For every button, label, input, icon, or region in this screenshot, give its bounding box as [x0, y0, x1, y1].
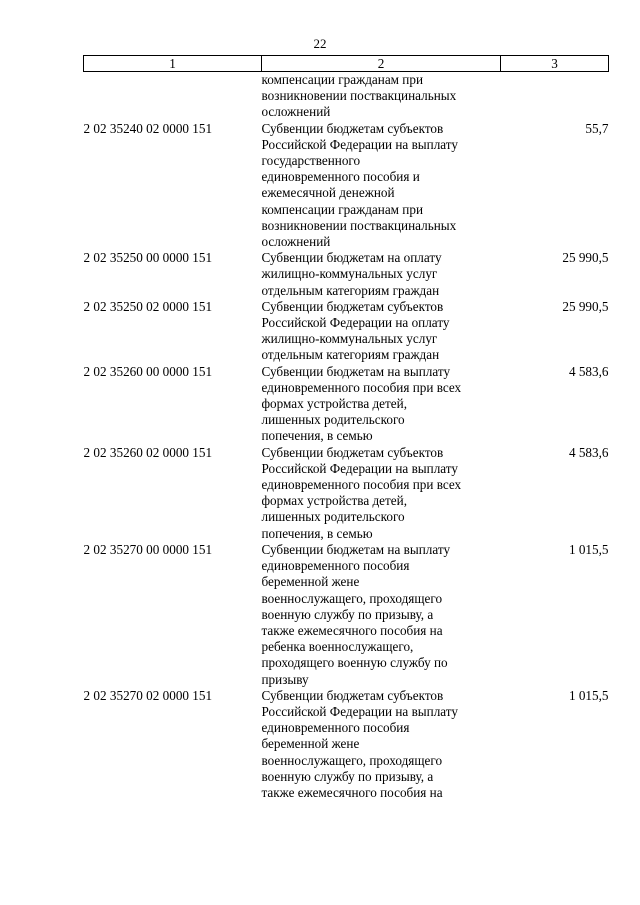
description-line: ежемесячной денежной [261, 185, 395, 201]
description-line: жилищно-коммунальных услуг [261, 266, 438, 282]
description-cell [262, 250, 501, 299]
description-line: отдельным категориям граждан [261, 282, 440, 298]
budget-code-cell: 2 02 35240 02 0000 151 [83, 120, 213, 136]
description-line: Субвенции бюджетам на оплату [261, 250, 442, 266]
amount-cell: 1 015,5 [568, 541, 609, 557]
table-header-row [84, 56, 609, 72]
amount-cell: 1 015,5 [568, 687, 609, 703]
amount-cell: 25 990,5 [562, 298, 609, 314]
table-row [84, 299, 609, 364]
description-cell [262, 364, 501, 445]
table-row [84, 250, 609, 299]
amount-cell: 4 583,6 [568, 444, 609, 460]
description-line: возникновении поствакцинальных [261, 88, 457, 104]
table-row [84, 364, 609, 445]
description-line: единовременного пособия и [261, 169, 420, 185]
table-row [84, 445, 609, 542]
description-cell [262, 688, 501, 801]
description-line: компенсации гражданам при [261, 201, 424, 217]
description-line: также ежемесячного пособия на [261, 622, 443, 638]
description-line: попечения, в семью [261, 525, 373, 541]
description-line: Российской Федерации на выплату [261, 703, 458, 719]
description-line: беременной жене [261, 574, 360, 590]
description-line: формах устройства детей, [261, 396, 408, 412]
amount-cell: 55,7 [585, 120, 609, 136]
description-line: осложнений [261, 104, 331, 120]
table-row [84, 121, 609, 251]
column-header-code: 1 [84, 56, 262, 72]
page-number: 22 [313, 36, 327, 51]
description-line: единовременного пособия [261, 558, 410, 574]
continuation-row [84, 72, 609, 121]
code-cell [84, 72, 262, 121]
description-line: Субвенции бюджетам на выплату [261, 363, 451, 379]
column-header-description: 2 [262, 56, 501, 72]
amount-cell [501, 72, 609, 121]
budget-code-cell: 2 02 35260 00 0000 151 [83, 363, 213, 379]
description-cell [262, 542, 501, 688]
description-line: ребенка военнослужащего, [261, 639, 414, 655]
description-line: Российской Федерации на оплату [261, 315, 450, 331]
description-line: беременной жене [261, 736, 360, 752]
description-line: проходящего военную службу по [261, 655, 448, 671]
table-row [84, 542, 609, 688]
description-line: Российской Федерации на выплату [261, 460, 458, 476]
description-line: единовременного пособия [261, 720, 410, 736]
budget-code-cell: 2 02 35260 02 0000 151 [83, 444, 213, 460]
description-line: военнослужащего, проходящего [261, 752, 443, 768]
amount-cell: 4 583,6 [568, 363, 609, 379]
table-row [84, 688, 609, 801]
budget-code-cell: 2 02 35250 00 0000 151 [83, 250, 213, 266]
description-line: отдельным категориям граждан [261, 347, 440, 363]
description-line: формах устройства детей, [261, 493, 408, 509]
description-line: военную службу по призыву, а [261, 768, 434, 784]
description-line: единовременного пособия при всех [261, 379, 462, 395]
description-line: Субвенции бюджетам на выплату [261, 541, 451, 557]
budget-code-cell: 2 02 35270 00 0000 151 [83, 541, 213, 557]
description-line: военную службу по призыву, а [261, 606, 434, 622]
description-line: Субвенции бюджетам субъектов [261, 687, 444, 703]
budget-table [83, 55, 609, 801]
description-line: компенсации гражданам при [261, 72, 424, 87]
description-cell [262, 445, 501, 542]
description-cell [262, 121, 501, 251]
description-line: жилищно-коммунальных услуг [261, 331, 438, 347]
amount-cell: 25 990,5 [562, 250, 609, 266]
description-line: Субвенции бюджетам субъектов [261, 444, 444, 460]
description-line: лишенных родительского [261, 509, 405, 525]
description-line: призыву [261, 671, 309, 687]
budget-code-cell: 2 02 35270 02 0000 151 [83, 687, 213, 703]
description-line: Субвенции бюджетам субъектов [261, 120, 444, 136]
description-line: также ежемесячного пособия на [261, 784, 443, 800]
description-line: Субвенции бюджетам субъектов [261, 298, 444, 314]
description-cell [262, 72, 501, 121]
description-line: единовременного пособия при всех [261, 477, 462, 493]
description-line: лишенных родительского [261, 412, 405, 428]
description-line: военнослужащего, проходящего [261, 590, 443, 606]
description-line: Российской Федерации на выплату [261, 136, 458, 152]
description-cell [262, 299, 501, 364]
description-line: государственного [261, 153, 361, 169]
column-header-amount: 3 [501, 56, 609, 72]
description-line: попечения, в семью [261, 428, 373, 444]
description-line: возникновении поствакцинальных [261, 217, 457, 233]
description-line: осложнений [261, 234, 331, 250]
budget-code-cell: 2 02 35250 02 0000 151 [83, 298, 213, 314]
